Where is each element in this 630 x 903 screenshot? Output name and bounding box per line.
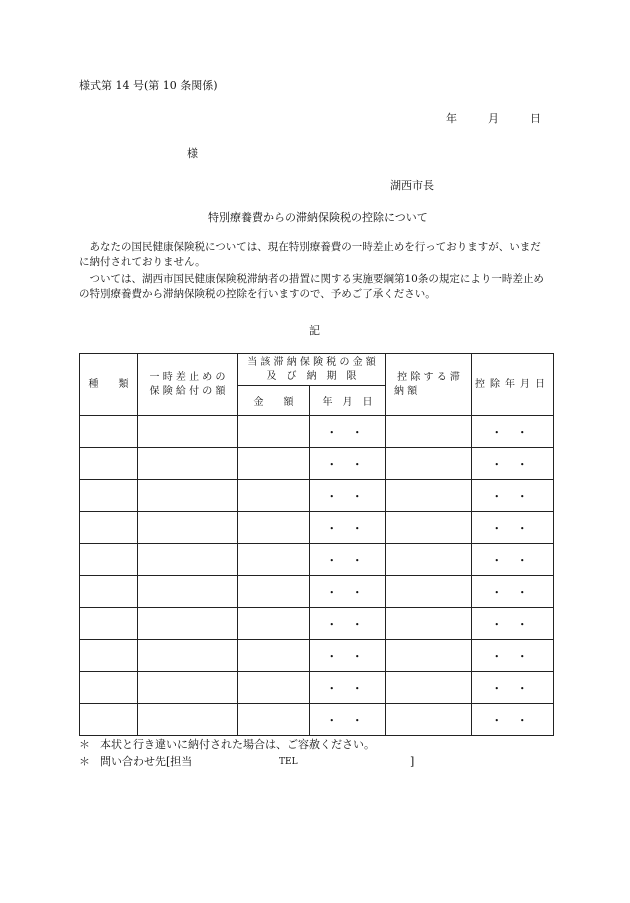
paragraph-2: ついては、湖西市国民健康保険税滞納者の措置に関する実施要綱第10条の規定により一時差止めの特別療養費から滞納保険税の控除を行いますので、予めご了承ください。: [79, 273, 544, 300]
suspended-amount-cell: [138, 480, 238, 512]
type-cell: [80, 704, 138, 736]
addressee-suffix: 様: [187, 147, 198, 160]
deduct-amount-cell: [386, 608, 472, 640]
header-type: 種 類: [80, 354, 138, 416]
table-row: [80, 640, 554, 672]
deduct-amount-cell: [386, 448, 472, 480]
suspended-amount-cell: [138, 640, 238, 672]
header-amount: 金 額: [238, 386, 310, 416]
header-due-date: 年 月 日: [310, 386, 386, 416]
note-2-tel: TEL: [279, 757, 298, 767]
date-month: 月: [488, 112, 499, 125]
amount-cell: [238, 576, 310, 608]
date-year: 年: [446, 112, 457, 125]
header-deduct-amount: 控 除 す る 滞 納 額: [386, 354, 472, 416]
type-cell: [80, 448, 138, 480]
amount-cell: [238, 704, 310, 736]
sender: 湖西市長: [390, 179, 434, 192]
table-row: [80, 704, 554, 736]
deduct-date-cell: ・ ・: [472, 480, 554, 512]
paragraph-1: あなたの国民健康保険税については、現在特別療養費の一時差止めを行っておりますが、いまだに納付されておりません。: [79, 241, 541, 268]
type-cell: [80, 608, 138, 640]
form-number: 様式第 14 号(第 10 条関係): [79, 79, 218, 92]
due-date-cell: ・ ・: [310, 672, 386, 704]
note-2-label: 問い合わせ先[担当: [100, 755, 193, 768]
note-2-close: ]: [410, 755, 415, 768]
deduct-date-cell: ・ ・: [472, 512, 554, 544]
table-row: [80, 512, 554, 544]
table-row: [80, 448, 554, 480]
deduct-amount-cell: [386, 672, 472, 704]
suspended-amount-cell: [138, 512, 238, 544]
deduct-amount-cell: [386, 416, 472, 448]
deduct-date-cell: ・ ・: [472, 544, 554, 576]
deduct-amount-cell: [386, 704, 472, 736]
suspended-amount-cell: [138, 704, 238, 736]
amount-cell: [238, 544, 310, 576]
due-date-cell: ・ ・: [310, 544, 386, 576]
suspended-amount-cell: [138, 416, 238, 448]
note-1: 本状と行き違いに納付された場合は、ご容赦ください。: [100, 738, 375, 751]
table-row: [80, 576, 554, 608]
due-date-cell: ・ ・: [310, 608, 386, 640]
type-cell: [80, 640, 138, 672]
suspended-amount-cell: [138, 576, 238, 608]
deduct-date-cell: ・ ・: [472, 672, 554, 704]
header-suspended-amount: 一 時 差 止 め の 保 険 給 付 の 額: [138, 354, 238, 416]
type-cell: [80, 480, 138, 512]
due-date-cell: ・ ・: [310, 640, 386, 672]
amount-cell: [238, 480, 310, 512]
type-cell: [80, 512, 138, 544]
amount-cell: [238, 512, 310, 544]
deduct-amount-cell: [386, 512, 472, 544]
deduct-amount-cell: [386, 544, 472, 576]
suspended-amount-cell: [138, 544, 238, 576]
deduct-date-cell: ・ ・: [472, 448, 554, 480]
table-row: [80, 672, 554, 704]
document-title: 特別療養費からの滞納保険税の控除について: [208, 211, 428, 224]
deduct-amount-cell: [386, 480, 472, 512]
amount-cell: [238, 416, 310, 448]
table-row: [80, 480, 554, 512]
due-date-cell: ・ ・: [310, 448, 386, 480]
deduct-amount-cell: [386, 640, 472, 672]
amount-cell: [238, 640, 310, 672]
suspended-amount-cell: [138, 672, 238, 704]
table-row: [80, 608, 554, 640]
deduct-date-cell: ・ ・: [472, 416, 554, 448]
suspended-amount-cell: [138, 448, 238, 480]
due-date-cell: ・ ・: [310, 704, 386, 736]
note-1-mark: ＊: [79, 738, 90, 751]
table-row: [80, 544, 554, 576]
due-date-cell: ・ ・: [310, 416, 386, 448]
date-day: 日: [530, 112, 541, 125]
amount-cell: [238, 672, 310, 704]
due-date-cell: ・ ・: [310, 480, 386, 512]
due-date-cell: ・ ・: [310, 512, 386, 544]
ki-heading: 記: [309, 324, 320, 337]
deduct-date-cell: ・ ・: [472, 576, 554, 608]
note-2-mark: ＊: [79, 755, 90, 768]
header-delinquent-group: 当 該 滞 納 保 険 税 の 金 額 及 び 納 期 限: [238, 354, 386, 386]
type-cell: [80, 576, 138, 608]
deduction-table: [79, 353, 554, 736]
deduct-amount-cell: [386, 576, 472, 608]
amount-cell: [238, 448, 310, 480]
due-date-cell: ・ ・: [310, 576, 386, 608]
deduct-date-cell: ・ ・: [472, 704, 554, 736]
amount-cell: [238, 608, 310, 640]
type-cell: [80, 544, 138, 576]
deduct-date-cell: ・ ・: [472, 608, 554, 640]
table-row: [80, 416, 554, 448]
type-cell: [80, 416, 138, 448]
header-deduct-date: 控除年月日: [472, 354, 554, 416]
deduct-date-cell: ・ ・: [472, 640, 554, 672]
type-cell: [80, 672, 138, 704]
suspended-amount-cell: [138, 608, 238, 640]
